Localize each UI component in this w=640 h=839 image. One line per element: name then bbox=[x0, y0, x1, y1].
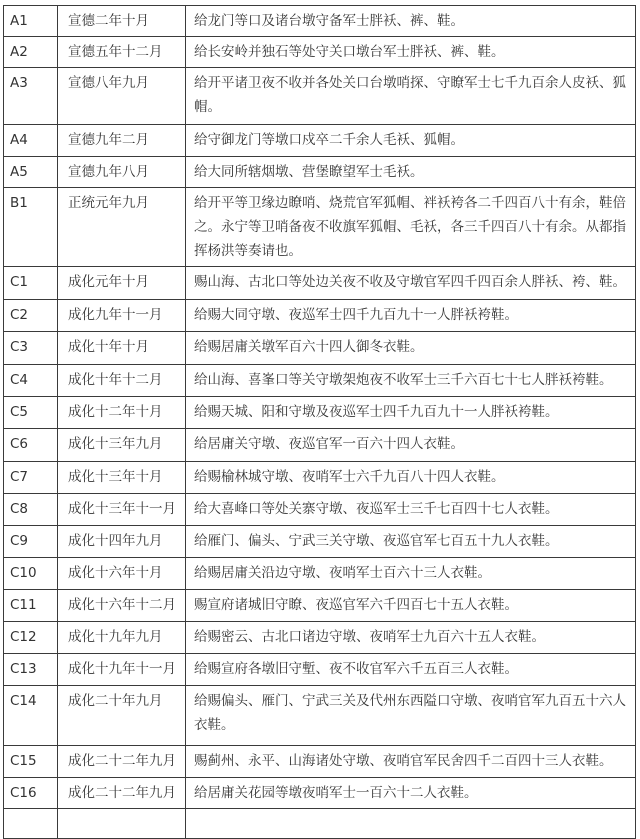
row-description: 给雁门、偏头、宁武三关守墩、夜巡官军七百五十九人衣鞋。 bbox=[186, 526, 636, 558]
row-id: A2 bbox=[4, 37, 58, 68]
row-description: 给赐居庸关沿边守墩、夜哨军士百六十三人衣鞋。 bbox=[186, 558, 636, 590]
table-row bbox=[4, 37, 636, 68]
row-id: A4 bbox=[4, 125, 58, 157]
row-date: 成化十二年十月 bbox=[58, 397, 186, 429]
records-table bbox=[3, 5, 636, 839]
table-row bbox=[4, 429, 636, 462]
row-date: 宣德五年十二月 bbox=[58, 37, 186, 68]
row-description: 赐山海、古北口等处边关夜不收及守墩官军四千四百余人胖袄、袴、鞋。 bbox=[186, 267, 636, 300]
table-row bbox=[4, 267, 636, 300]
row-date: 成化十九年十一月 bbox=[58, 654, 186, 686]
row-description: 给长安岭并独石等处守关口墩台军士胖袄、裤、鞋。 bbox=[186, 37, 636, 68]
table-row bbox=[4, 654, 636, 686]
table-row bbox=[4, 300, 636, 332]
row-date: 成化二十二年九月 bbox=[58, 778, 186, 809]
row-id: C4 bbox=[4, 365, 58, 397]
table-row bbox=[4, 68, 636, 125]
row-description: 给赐宣府各墩旧守塹、夜不收官军六千五百三人衣鞋。 bbox=[186, 654, 636, 686]
table-row bbox=[4, 462, 636, 494]
row-id: C6 bbox=[4, 429, 58, 462]
row-description: 给赐榆林城守墩、夜哨军士六千九百八十四人衣鞋。 bbox=[186, 462, 636, 494]
row-description: 赐宣府诸城旧守瞭、夜巡官军六千四百七十五人衣鞋。 bbox=[186, 590, 636, 622]
row-id: C1 bbox=[4, 267, 58, 300]
row-id: C13 bbox=[4, 654, 58, 686]
row-id: C10 bbox=[4, 558, 58, 590]
table-row bbox=[4, 494, 636, 526]
table-row bbox=[4, 686, 636, 746]
row-id bbox=[4, 809, 58, 839]
row-date: 成化十六年十二月 bbox=[58, 590, 186, 622]
row-date: 成化十年十二月 bbox=[58, 365, 186, 397]
table-row bbox=[4, 365, 636, 397]
row-date: 成化二十二年九月 bbox=[58, 746, 186, 778]
row-description: 给开平等卫缘边瞭哨、烧荒官军狐帽、袢袄袴各二千四百八十有余，鞋倍之。永宁等卫哨备夜不收旗军狐帽、毛袄，各三千四百八十有余。从都指挥杨洪等奏请也。 bbox=[186, 188, 636, 267]
row-id: C14 bbox=[4, 686, 58, 746]
row-date: 成化二十年九月 bbox=[58, 686, 186, 746]
row-date: 宣德九年二月 bbox=[58, 125, 186, 157]
row-date: 成化十三年九月 bbox=[58, 429, 186, 462]
row-date: 宣德八年九月 bbox=[58, 68, 186, 125]
row-description: 给大同所辖烟墩、营堡瞭望军士毛袄。 bbox=[186, 157, 636, 188]
row-id: C7 bbox=[4, 462, 58, 494]
table-row bbox=[4, 590, 636, 622]
row-id: C9 bbox=[4, 526, 58, 558]
row-id: C15 bbox=[4, 746, 58, 778]
row-date: 宣德九年八月 bbox=[58, 157, 186, 188]
row-id: C3 bbox=[4, 332, 58, 365]
row-date bbox=[58, 809, 186, 839]
row-description: 给赐居庸关墩军百六十四人御冬衣鞋。 bbox=[186, 332, 636, 365]
table-row bbox=[4, 526, 636, 558]
table-row bbox=[4, 809, 636, 839]
table-row bbox=[4, 622, 636, 654]
row-date: 正统元年九月 bbox=[58, 188, 186, 267]
row-description: 给居庸关守墩、夜巡官军一百六十四人衣鞋。 bbox=[186, 429, 636, 462]
records-table-body bbox=[4, 6, 636, 839]
row-date: 成化十三年十月 bbox=[58, 462, 186, 494]
row-id: C11 bbox=[4, 590, 58, 622]
row-id: B1 bbox=[4, 188, 58, 267]
row-description: 给大喜峰口等处关寨守墩、夜巡军士三千七百四十七人衣鞋。 bbox=[186, 494, 636, 526]
row-description: 给赐密云、古北口诸边守墩、夜哨军士九百六十五人衣鞋。 bbox=[186, 622, 636, 654]
row-id: A3 bbox=[4, 68, 58, 125]
row-date: 成化元年十月 bbox=[58, 267, 186, 300]
row-description: 给开平诸卫夜不收并各处关口台墩哨探、守瞭军士七千九百余人皮袄、狐帽。 bbox=[186, 68, 636, 125]
row-date: 宣德二年十月 bbox=[58, 6, 186, 37]
table-row bbox=[4, 6, 636, 37]
row-description: 给守御龙门等墩口戍卒二千余人毛袄、狐帽。 bbox=[186, 125, 636, 157]
row-description: 赐蓟州、永平、山海诸处守墩、夜哨官军民舍四千二百四十三人衣鞋。 bbox=[186, 746, 636, 778]
table-row bbox=[4, 746, 636, 778]
row-description bbox=[186, 809, 636, 839]
table-row bbox=[4, 188, 636, 267]
row-description: 给赐偏头、雁门、宁武三关及代州东西隘口守墩、夜哨官军九百五十六人衣鞋。 bbox=[186, 686, 636, 746]
table-row bbox=[4, 332, 636, 365]
row-description: 给赐大同守墩、夜巡军士四千九百九十一人胖袄袴鞋。 bbox=[186, 300, 636, 332]
table-row bbox=[4, 558, 636, 590]
row-id: A5 bbox=[4, 157, 58, 188]
row-date: 成化十九年九月 bbox=[58, 622, 186, 654]
row-description: 给居庸关花园等墩夜哨军士一百六十二人衣鞋。 bbox=[186, 778, 636, 809]
row-description: 给山海、喜峯口等关守墩架炮夜不收军士三千六百七十七人胖袄袴鞋。 bbox=[186, 365, 636, 397]
table-row bbox=[4, 125, 636, 157]
row-description: 给龙门等口及诸台墩守备军士胖袄、裤、鞋。 bbox=[186, 6, 636, 37]
row-date: 成化十年十月 bbox=[58, 332, 186, 365]
row-date: 成化九年十一月 bbox=[58, 300, 186, 332]
row-id: C2 bbox=[4, 300, 58, 332]
row-id: C16 bbox=[4, 778, 58, 809]
row-date: 成化十三年十一月 bbox=[58, 494, 186, 526]
table-row bbox=[4, 778, 636, 809]
table-row bbox=[4, 157, 636, 188]
row-id: A1 bbox=[4, 6, 58, 37]
row-id: C8 bbox=[4, 494, 58, 526]
row-description: 给赐天城、阳和守墩及夜巡军士四千九百九十一人胖袄袴鞋。 bbox=[186, 397, 636, 429]
table-row bbox=[4, 397, 636, 429]
row-id: C12 bbox=[4, 622, 58, 654]
row-date: 成化十六年十月 bbox=[58, 558, 186, 590]
row-id: C5 bbox=[4, 397, 58, 429]
row-date: 成化十四年九月 bbox=[58, 526, 186, 558]
